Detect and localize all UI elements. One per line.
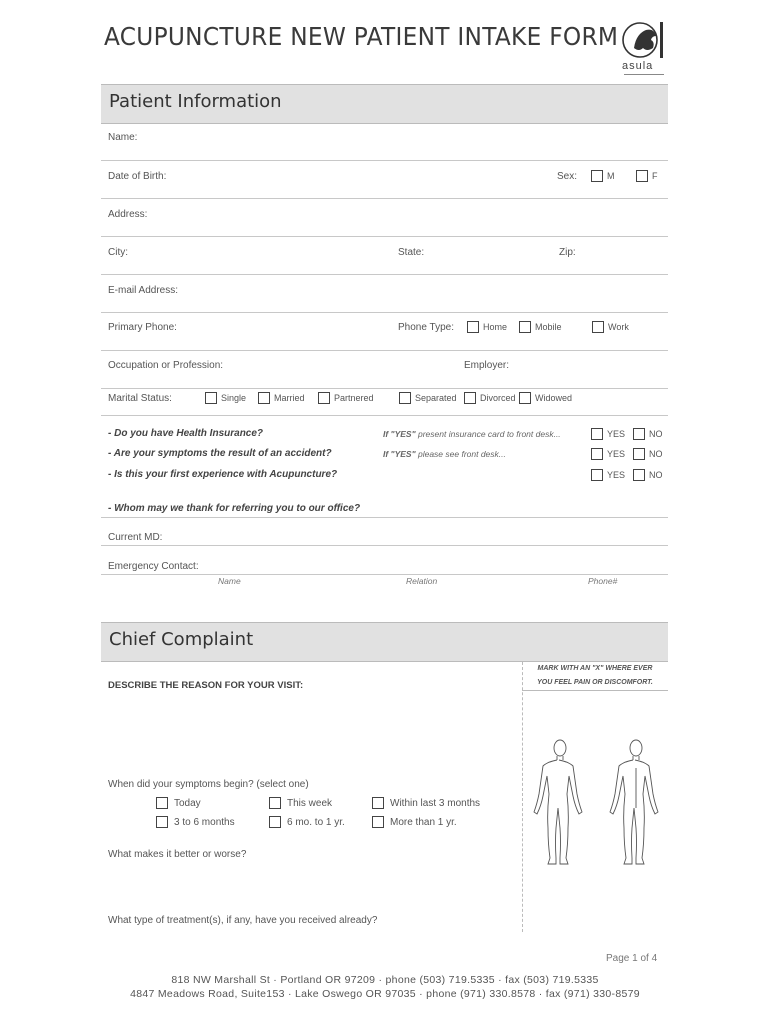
phone-type-mobile[interactable]: Mobile [519,321,562,333]
checkbox[interactable] [633,448,645,460]
marital-widowed[interactable]: Widowed [519,392,572,404]
checkbox[interactable] [318,392,330,404]
marital-single[interactable]: Single [205,392,246,404]
form-title: ACUPUNCTURE NEW PATIENT INTAKE FORM [104,22,619,51]
logo [620,18,668,82]
yes-no-questions [101,424,668,494]
phone-row [101,313,668,351]
checkbox[interactable] [591,170,603,182]
checkbox[interactable] [372,797,384,809]
emergency-name-sub: Name [218,576,241,586]
symptom-this-week[interactable]: This week [269,797,332,809]
dob-label: Date of Birth: [108,171,167,182]
question-insurance-note: If "YES" present insurance card to front desk... [383,429,561,439]
referral-row [101,498,668,518]
phone-label: Primary Phone: [108,322,177,333]
emergency-row [101,555,668,575]
sex-option-m[interactable]: M [591,170,615,182]
checkbox[interactable] [591,469,603,481]
accident-no[interactable]: NO [633,448,663,460]
checkbox[interactable] [205,392,217,404]
logo-icon [620,18,668,82]
mark-note-1: MARK WITH AN "X" WHERE EVER [537,665,653,672]
marital-divorced[interactable]: Divorced [464,392,516,404]
question-accident: - Are your symptoms the result of an accident? [108,448,332,459]
occupation-label: Occupation or Profession: [108,360,224,371]
employer-label: Employer: [464,360,510,371]
body-back-icon [610,740,658,864]
address-label: Address: [108,209,148,220]
checkbox[interactable] [269,797,281,809]
marital-separated[interactable]: Separated [399,392,457,404]
checkbox[interactable] [591,428,603,440]
emergency-phone-sub: Phone# [588,576,618,586]
sex-option-f[interactable]: F [636,170,658,182]
patient-info-heading [101,84,668,124]
section-title: Patient Information [109,91,282,112]
phone-type-label: Phone Type: [398,322,454,333]
phone-type-work[interactable]: Work [592,321,629,333]
occupation-row [101,351,668,389]
emergency-label: Emergency Contact: [108,561,199,572]
sex-label: Sex: [557,171,578,182]
treatment-label: What type of treatment(s), if any, have you received already? [108,915,378,926]
checkbox[interactable] [372,816,384,828]
checkbox[interactable] [467,321,479,333]
marital-partnered[interactable]: Partnered [318,392,374,404]
accident-yes[interactable]: YES [591,448,625,460]
checkbox[interactable] [633,428,645,440]
mark-note-rule [522,690,668,691]
marital-row [101,389,668,416]
symptom-3-months[interactable]: Within last 3 months [372,797,480,809]
divider-line [522,662,523,932]
page-number: Page 1 of 4 [606,953,658,964]
email-label: E-mail Address: [108,285,179,296]
name-row [101,123,668,161]
checkbox[interactable] [464,392,476,404]
question-first-experience: - Is this your first experience with Acupuncture? [108,469,338,480]
checkbox[interactable] [519,321,531,333]
address-row [101,199,668,237]
first-experience-yes[interactable]: YES [591,469,625,481]
zip-label: Zip: [559,247,576,258]
phone-type-home[interactable]: Home [467,321,507,333]
chief-complaint-heading [101,622,668,662]
dob-row [101,161,668,199]
body-diagram[interactable] [530,738,670,883]
question-insurance: - Do you have Health Insurance? [108,428,264,439]
email-row [101,275,668,313]
name-label: Name: [108,132,138,143]
checkbox[interactable] [636,170,648,182]
mark-note-2: YOU FEEL PAIN OR DISCOMFORT. [537,679,653,686]
section-title: Chief Complaint [109,629,254,650]
logo-text: asula [622,60,654,72]
symptom-over-1-year[interactable]: More than 1 yr. [372,816,457,828]
state-label: State: [398,247,425,258]
question-accident-note: If "YES" please see front desk... [383,449,506,459]
checkbox[interactable] [156,816,168,828]
city-row [101,237,668,275]
checkbox[interactable] [519,392,531,404]
symptom-3-6-months[interactable]: 3 to 6 months [156,816,235,828]
footer-line-2: 4847 Meadows Road, Suite153 · Lake Oswego OR 97035 · phone (971) 330.8578 · fax (971) 330-8579 [130,988,640,1000]
emergency-relation-sub: Relation [406,576,438,586]
checkbox[interactable] [592,321,604,333]
referral-question: - Whom may we thank for referring you to our office? [108,503,361,514]
marital-label: Marital Status: [108,393,172,404]
checkbox[interactable] [156,797,168,809]
symptom-today[interactable]: Today [156,797,201,809]
checkbox[interactable] [269,816,281,828]
better-worse-label: What makes it better or worse? [108,849,247,860]
marital-married[interactable]: Married [258,392,305,404]
md-row [101,526,668,546]
checkbox[interactable] [399,392,411,404]
footer-line-1: 818 NW Marshall St · Portland OR 97209 · phone (503) 719.5335 · fax (503) 719.5335 [171,974,599,986]
checkbox[interactable] [591,448,603,460]
symptoms-label: When did your symptoms begin? (select one) [108,779,309,790]
describe-label: DESCRIBE THE REASON FOR YOUR VISIT: [108,680,304,691]
first-experience-no[interactable]: NO [633,469,663,481]
checkbox[interactable] [258,392,270,404]
checkbox[interactable] [633,469,645,481]
insurance-yes[interactable]: YES [591,428,625,440]
city-label: City: [108,247,128,258]
insurance-no[interactable]: NO [633,428,663,440]
md-label: Current MD: [108,532,163,543]
body-front-icon [534,740,582,864]
symptom-6-12-months[interactable]: 6 mo. to 1 yr. [269,816,345,828]
